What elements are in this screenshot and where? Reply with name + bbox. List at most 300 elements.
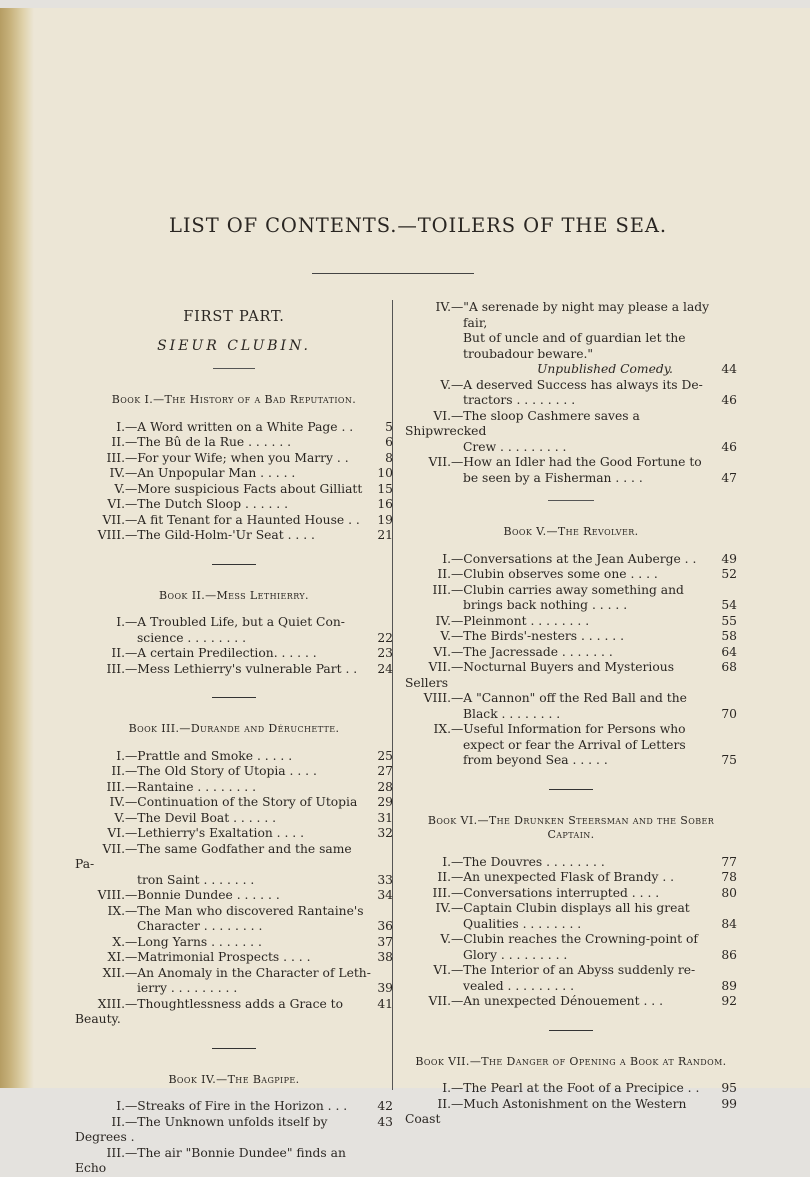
toc-entry [75, 528, 393, 544]
toc-entry [75, 749, 393, 765]
chapter-number: VII. [428, 994, 451, 1008]
toc-entry [405, 963, 737, 994]
page-number: 43 [377, 1114, 393, 1129]
right-column [405, 300, 737, 1128]
chapter-title: —The Jacressade . . . . . . . [451, 644, 613, 659]
toc-entry [405, 994, 737, 1010]
page-number: 5 [385, 419, 393, 434]
page-number: 24 [377, 661, 393, 676]
chapter-number: III. [106, 1145, 125, 1160]
toc-entry [405, 722, 737, 769]
chapter-title: —Matrimonial Prospects . . . . [125, 950, 311, 964]
chapter-title: —The Dutch Sloop . . . . . . [125, 497, 288, 511]
toc-entry-continuation [75, 919, 393, 935]
chapter-number: X. [112, 934, 125, 949]
chapter-number: II. [437, 870, 451, 884]
chapter-title: —A "Cannon" off the Red Ball and the [451, 691, 687, 705]
toc-entry-line [75, 482, 393, 498]
page-number: 38 [377, 950, 393, 964]
toc-entry [75, 780, 393, 796]
toc-entry [75, 435, 393, 451]
chapter-number: III. [106, 661, 125, 676]
chapter-title: —Rantaine . . . . . . . . [125, 779, 257, 794]
toc-entry-line [75, 466, 393, 482]
toc-entry [405, 583, 737, 614]
toc-entry [405, 901, 737, 932]
chapter-number: II. [111, 646, 125, 660]
chapter-title: —Lethierry's Exaltation . . . . [125, 826, 305, 840]
chapter-title: —The Bû de la Rue . . . . . . [125, 435, 292, 449]
page-number: 29 [377, 795, 393, 809]
chapter-title: —The sloop Cashmere saves a Shipwrecked [405, 408, 640, 438]
page-number: 68 [721, 660, 737, 674]
toc-entry [405, 691, 737, 722]
toc-entry-line [405, 870, 737, 886]
toc-entry [405, 614, 737, 630]
chapter-title: —Conversations interrupted . . . . [451, 885, 660, 900]
chapter-number: V. [440, 377, 451, 392]
left-column [75, 304, 393, 1177]
ornament-rule [548, 500, 594, 501]
chapter-title: But of uncle and of guardian let the [463, 331, 686, 345]
chapter-title: vealed . . . . . . . . . [463, 978, 574, 993]
chapter-title: —Long Yarns . . . . . . . [125, 934, 262, 949]
book-heading: Book IV.—The Bagpipe. [168, 1072, 300, 1086]
chapter-number: II. [111, 1114, 125, 1129]
toc-entry [405, 567, 737, 583]
toc-entry-continuation [405, 331, 737, 347]
part-title: FIRST PART. [183, 309, 285, 325]
toc-entry [405, 886, 737, 902]
page-number: 89 [721, 978, 737, 993]
chapter-title: ierry . . . . . . . . . [137, 981, 238, 995]
chapter-number: III. [106, 779, 125, 794]
chapter-title: —Useful Information for Persons who [451, 722, 686, 736]
chapter-number: VIII. [97, 888, 125, 902]
toc-entry-line [405, 932, 737, 948]
toc-entry-line [405, 409, 737, 440]
chapter-title: —How an Idler had the Good Fortune to [451, 455, 702, 469]
toc-entry-continuation [405, 347, 737, 363]
page-number: 77 [721, 854, 737, 869]
chapter-title: tron Saint . . . . . . . [137, 872, 255, 887]
toc-entry [405, 300, 737, 378]
chapter-number: V. [440, 629, 451, 643]
book-heading: Book II.—Mess Lethierry. [159, 588, 309, 602]
page-number: 86 [721, 947, 737, 962]
toc-entry-line [75, 435, 393, 451]
chapter-title: —An Anomaly in the Character of Leth- [125, 965, 371, 980]
chapter-title: Crew . . . . . . . . . [463, 439, 567, 454]
chapter-title: Black . . . . . . . . [463, 706, 561, 721]
chapter-number: VI. [433, 644, 451, 659]
chapter-title: be seen by a Fisherman . . . . [463, 470, 643, 485]
chapter-title: tractors . . . . . . . . [463, 393, 576, 407]
page-number: 75 [721, 753, 737, 767]
toc-entry [405, 660, 737, 691]
chapter-number: III. [432, 582, 451, 597]
toc-entry-line [75, 451, 393, 467]
book-section [405, 814, 737, 1010]
toc-entry [75, 842, 393, 889]
toc-entry-line [405, 567, 737, 583]
chapter-title: —Conversations at the Jean Auberge . . [451, 551, 697, 566]
chapter-title: —"A serenade by night may please a lady [451, 300, 710, 314]
page-number: 47 [721, 470, 737, 485]
book-heading: Book III.—Durande and Déruchette. [128, 722, 340, 735]
page-number: 34 [377, 888, 393, 902]
chapter-title: —Continuation of the Story of Utopia [125, 795, 358, 809]
toc-entry-line [75, 420, 393, 436]
book-heading: Book VI.—The Drunken Steersman and the Sober Captain. [427, 813, 715, 841]
toc-entry [405, 409, 737, 456]
page-number: 23 [377, 646, 393, 660]
toc-entry-continuation [405, 979, 737, 995]
toc-entry [75, 935, 393, 951]
toc-entry-continuation [405, 471, 737, 487]
toc-entry-line [75, 497, 393, 513]
page-number: 27 [377, 764, 393, 778]
toc-entry-line [405, 901, 737, 917]
chapter-number: VI. [107, 497, 125, 511]
toc-entry [405, 855, 737, 871]
chapter-title: —The same Godfather and the same Pa- [75, 841, 352, 871]
chapter-number: V. [114, 810, 125, 825]
toc-entry-line [405, 378, 737, 394]
chapter-title: —Prattle and Smoke . . . . . [125, 748, 293, 763]
chapter-number: I. [116, 419, 125, 434]
toc-entry [75, 1099, 393, 1115]
page-number: 10 [377, 466, 393, 480]
chapter-number: VII. [102, 841, 125, 856]
chapter-title: —A fit Tenant for a Haunted House . . [125, 512, 360, 527]
toc-entry-line [75, 749, 393, 765]
page-number: 6 [385, 435, 393, 449]
book-section [405, 525, 737, 769]
toc-entry-continuation [405, 707, 737, 723]
page-number: 8 [385, 450, 393, 465]
toc-entry [75, 826, 393, 842]
chapter-number: VII. [428, 455, 451, 469]
book-section [75, 1073, 393, 1177]
toc-entry-line [405, 300, 737, 316]
toc-entry [75, 888, 393, 904]
book-section [405, 1055, 737, 1128]
page-number: 46 [721, 439, 737, 454]
toc-entry [75, 811, 393, 827]
toc-entry-continuation [405, 316, 737, 332]
book-page [20, 8, 810, 1175]
chapter-number: VIII. [423, 691, 451, 705]
chapter-title: —Much Astonishment on the Western Coast [405, 1096, 687, 1126]
book-section [75, 393, 393, 544]
toc-entry-continuation [75, 981, 393, 997]
toc-entry [75, 646, 393, 662]
toc-entry-line [405, 660, 737, 691]
page-number: 92 [721, 994, 737, 1008]
toc-entry-line [405, 722, 737, 738]
page-number: 64 [721, 644, 737, 659]
toc-entry [75, 997, 393, 1028]
title-rule [312, 273, 474, 274]
chapter-number: IV. [435, 300, 451, 314]
chapter-title: brings back nothing . . . . . [463, 598, 628, 612]
page-number: 37 [377, 934, 393, 949]
page-number: 28 [377, 779, 393, 794]
toc-entry-line [75, 646, 393, 662]
toc-entry-continuation [405, 917, 737, 933]
toc-entry-continuation [405, 393, 737, 409]
page-number: 52 [721, 567, 737, 581]
chapter-title: —An unexpected Flask of Brandy . . [451, 870, 675, 884]
toc-entry-line [75, 811, 393, 827]
page-number: 31 [377, 810, 393, 825]
chapter-title: —A Word written on a White Page . . [125, 419, 354, 434]
toc-entry [75, 1146, 393, 1177]
chapter-title: —Streaks of Fire in the Horizon . . . [125, 1099, 348, 1113]
chapter-title: —Clubin observes some one . . . . [451, 567, 658, 581]
toc-entry [75, 795, 393, 811]
page-number: 95 [721, 1081, 737, 1095]
chapter-number: IV. [109, 466, 125, 480]
page-number: 39 [377, 981, 393, 995]
chapter-title: —An Unpopular Man . . . . . [125, 466, 296, 480]
section-divider [549, 1030, 593, 1031]
section-divider [549, 789, 593, 790]
toc-entry-line [75, 780, 393, 796]
chapter-title: —For your Wife; when you Marry . . [125, 450, 349, 465]
toc-entry-line [405, 886, 737, 902]
attribution-text: Unpublished Comedy. [537, 362, 673, 376]
chapter-title: —Pleinmont . . . . . . . . [451, 613, 590, 628]
chapter-number: VII. [102, 512, 125, 527]
toc-entry [75, 513, 393, 529]
page-number: 21 [377, 528, 393, 542]
toc-entry-line [75, 842, 393, 873]
chapter-title: Glory . . . . . . . . . [463, 947, 568, 962]
page-number: 33 [377, 872, 393, 887]
section-divider [212, 1048, 256, 1049]
chapter-number: VII. [428, 660, 451, 674]
part-subtitle: SIEUR CLUBIN. [157, 337, 311, 354]
toc-entry [75, 615, 393, 646]
toc-entry [405, 932, 737, 963]
section-divider [212, 564, 256, 565]
toc-entry-continuation [405, 948, 737, 964]
page-number: 19 [377, 512, 393, 527]
toc-entry-continuation [75, 631, 393, 647]
chapter-title: —The Interior of an Abyss suddenly re- [451, 963, 696, 977]
chapter-title: —More suspicious Facts about Gilliatt [125, 481, 363, 496]
toc-entry [405, 1081, 737, 1097]
chapter-title: —An unexpected Dénouement . . . [451, 994, 664, 1008]
toc-entry-line [405, 614, 737, 630]
toc-entry-line [405, 691, 737, 707]
toc-entry-line [405, 963, 737, 979]
chapter-title: —A Troubled Life, but a Quiet Con- [125, 615, 345, 629]
chapter-title: Character . . . . . . . . [137, 919, 263, 933]
page-number: 15 [377, 481, 393, 496]
chapter-number: IX. [433, 722, 451, 736]
toc-entry [405, 378, 737, 409]
chapter-title: expect or fear the Arrival of Letters [463, 737, 686, 752]
chapter-title: —The Man who discovered Rantaine's [125, 903, 364, 918]
toc-entry-line [405, 855, 737, 871]
toc-entry-line [405, 552, 737, 568]
chapter-title: —Nocturnal Buyers and Mysterious Sellers [405, 660, 675, 690]
page-number: 42 [377, 1099, 393, 1113]
chapter-title: —Bonnie Dundee . . . . . . [125, 888, 280, 902]
toc-entry [405, 552, 737, 568]
chapter-number: I. [442, 1081, 451, 1095]
chapter-title: —A deserved Success has always its De- [451, 377, 703, 392]
chapter-number: VI. [107, 826, 125, 840]
toc-entry [75, 420, 393, 436]
toc-entry [405, 1097, 737, 1128]
page-number: 55 [721, 613, 737, 628]
page-title: LIST OF CONTENTS.—TOILERS OF THE SEA. [168, 214, 668, 237]
page-number: 58 [721, 629, 737, 643]
toc-entry-continuation [405, 753, 737, 769]
chapter-title: —The Birds'-nesters . . . . . . [451, 629, 624, 643]
chapter-title: —Thoughtlessness adds a Grace to Beauty. [75, 996, 344, 1026]
page-number: 32 [377, 826, 393, 840]
chapter-title: —Clubin reaches the Crowning-point of [451, 932, 698, 946]
chapter-title: fair, [463, 315, 488, 330]
toc-entry-line [405, 1081, 737, 1097]
chapter-number: I. [442, 854, 451, 869]
chapter-title: —The Unknown unfolds itself by Degrees . [75, 1114, 328, 1144]
page-number: 44 [721, 362, 737, 376]
book-heading: Book V.—The Revolver. [503, 525, 639, 538]
toc-entry-line [75, 795, 393, 811]
chapter-number: XI. [107, 950, 125, 964]
chapter-title: —The Gild-Holm-'Ur Seat . . . . [125, 528, 315, 542]
chapter-title: —The air "Bonnie Dundee" finds an Echo [75, 1145, 346, 1175]
chapter-number: IV. [435, 613, 451, 628]
toc-entry-line [75, 615, 393, 631]
chapter-title: troubadour beware." [463, 346, 594, 361]
chapter-title: —Captain Clubin displays all his great [451, 901, 690, 915]
toc-entry [75, 904, 393, 935]
chapter-number: V. [114, 481, 125, 496]
toc-entry [75, 662, 393, 678]
chapter-number: IV. [435, 901, 451, 915]
chapter-number: V. [440, 932, 451, 946]
book-section [75, 589, 393, 678]
toc-entry [75, 966, 393, 997]
toc-entry-line [75, 662, 393, 678]
page-number: 78 [721, 870, 737, 884]
page-number: 84 [721, 916, 737, 931]
toc-entry [75, 497, 393, 513]
toc-entry-line [75, 528, 393, 544]
page-number: 25 [377, 748, 393, 763]
toc-entry [75, 466, 393, 482]
toc-entry-line [75, 826, 393, 842]
page-number: 16 [377, 497, 393, 511]
toc-entry-attribution [405, 362, 737, 378]
toc-entry [405, 629, 737, 645]
toc-entry [75, 950, 393, 966]
chapter-title: —The Old Story of Utopia . . . . [125, 764, 317, 778]
toc-entry-line [75, 904, 393, 920]
toc-entry-line [75, 1099, 393, 1115]
toc-entry-line [75, 888, 393, 904]
page-number: 54 [721, 598, 737, 612]
book-section [75, 722, 393, 1028]
page-number: 41 [377, 996, 393, 1011]
chapter-title: —The Pearl at the Foot of a Precipice . . [451, 1081, 700, 1095]
toc-entry-continuation [75, 873, 393, 889]
chapter-number: VI. [433, 408, 451, 423]
toc-entry-line [75, 966, 393, 982]
page-number: 70 [721, 706, 737, 721]
chapter-title: —Mess Lethierry's vulnerable Part . . [125, 661, 358, 676]
toc-entry-line [75, 1146, 393, 1177]
ornament-rule [213, 368, 255, 369]
chapter-title: from beyond Sea . . . . . [463, 753, 608, 767]
book-heading: Book VII.—The Danger of Opening a Book at Random. [415, 1054, 727, 1068]
chapter-number: I. [116, 748, 125, 763]
chapter-title: —The Douvres . . . . . . . . [451, 854, 605, 869]
chapter-number: II. [111, 764, 125, 778]
book-heading: Book I.—The History of a Bad Reputation. [111, 393, 357, 406]
toc-entry-line [405, 455, 737, 471]
toc-entry-line [75, 997, 393, 1028]
page-number: 99 [721, 1096, 737, 1111]
chapter-title: science . . . . . . . . [137, 630, 247, 645]
toc-entry-line [405, 583, 737, 599]
chapter-title: —A certain Predilection. . . . . . [125, 646, 317, 660]
page-number: 22 [377, 630, 393, 645]
toc-entry [405, 455, 737, 486]
toc-entry-line [75, 950, 393, 966]
toc-entry [405, 870, 737, 886]
toc-entry-line [75, 1115, 393, 1146]
section-divider [212, 697, 256, 698]
toc-entry-line [75, 764, 393, 780]
toc-entry-line [75, 935, 393, 951]
page-number: 46 [721, 393, 737, 407]
toc-entry [405, 645, 737, 661]
toc-entry-continuation [405, 598, 737, 614]
chapter-title: Qualities . . . . . . . . [463, 916, 582, 931]
chapter-number: I. [116, 615, 125, 629]
toc-entry-line [405, 994, 737, 1010]
page-number: 36 [377, 919, 393, 933]
chapter-number: XII. [102, 965, 125, 980]
toc-entry-line [405, 1097, 737, 1128]
chapter-number: III. [106, 450, 125, 465]
page-number: 49 [721, 551, 737, 566]
toc-entry-line [405, 629, 737, 645]
toc-entry-line [75, 513, 393, 529]
toc-entry-line [405, 645, 737, 661]
chapter-number: III. [432, 885, 451, 900]
chapter-number: XIII. [97, 996, 125, 1011]
toc-entry-continuation [405, 440, 737, 456]
toc-entry [75, 451, 393, 467]
chapter-number: IX. [107, 903, 125, 918]
chapter-number: II. [111, 435, 125, 449]
page-number: 80 [721, 885, 737, 900]
toc-entry [75, 764, 393, 780]
chapter-number: I. [116, 1099, 125, 1113]
chapter-number: I. [442, 551, 451, 566]
chapter-number: IV. [109, 795, 125, 809]
toc-entry [75, 1115, 393, 1146]
